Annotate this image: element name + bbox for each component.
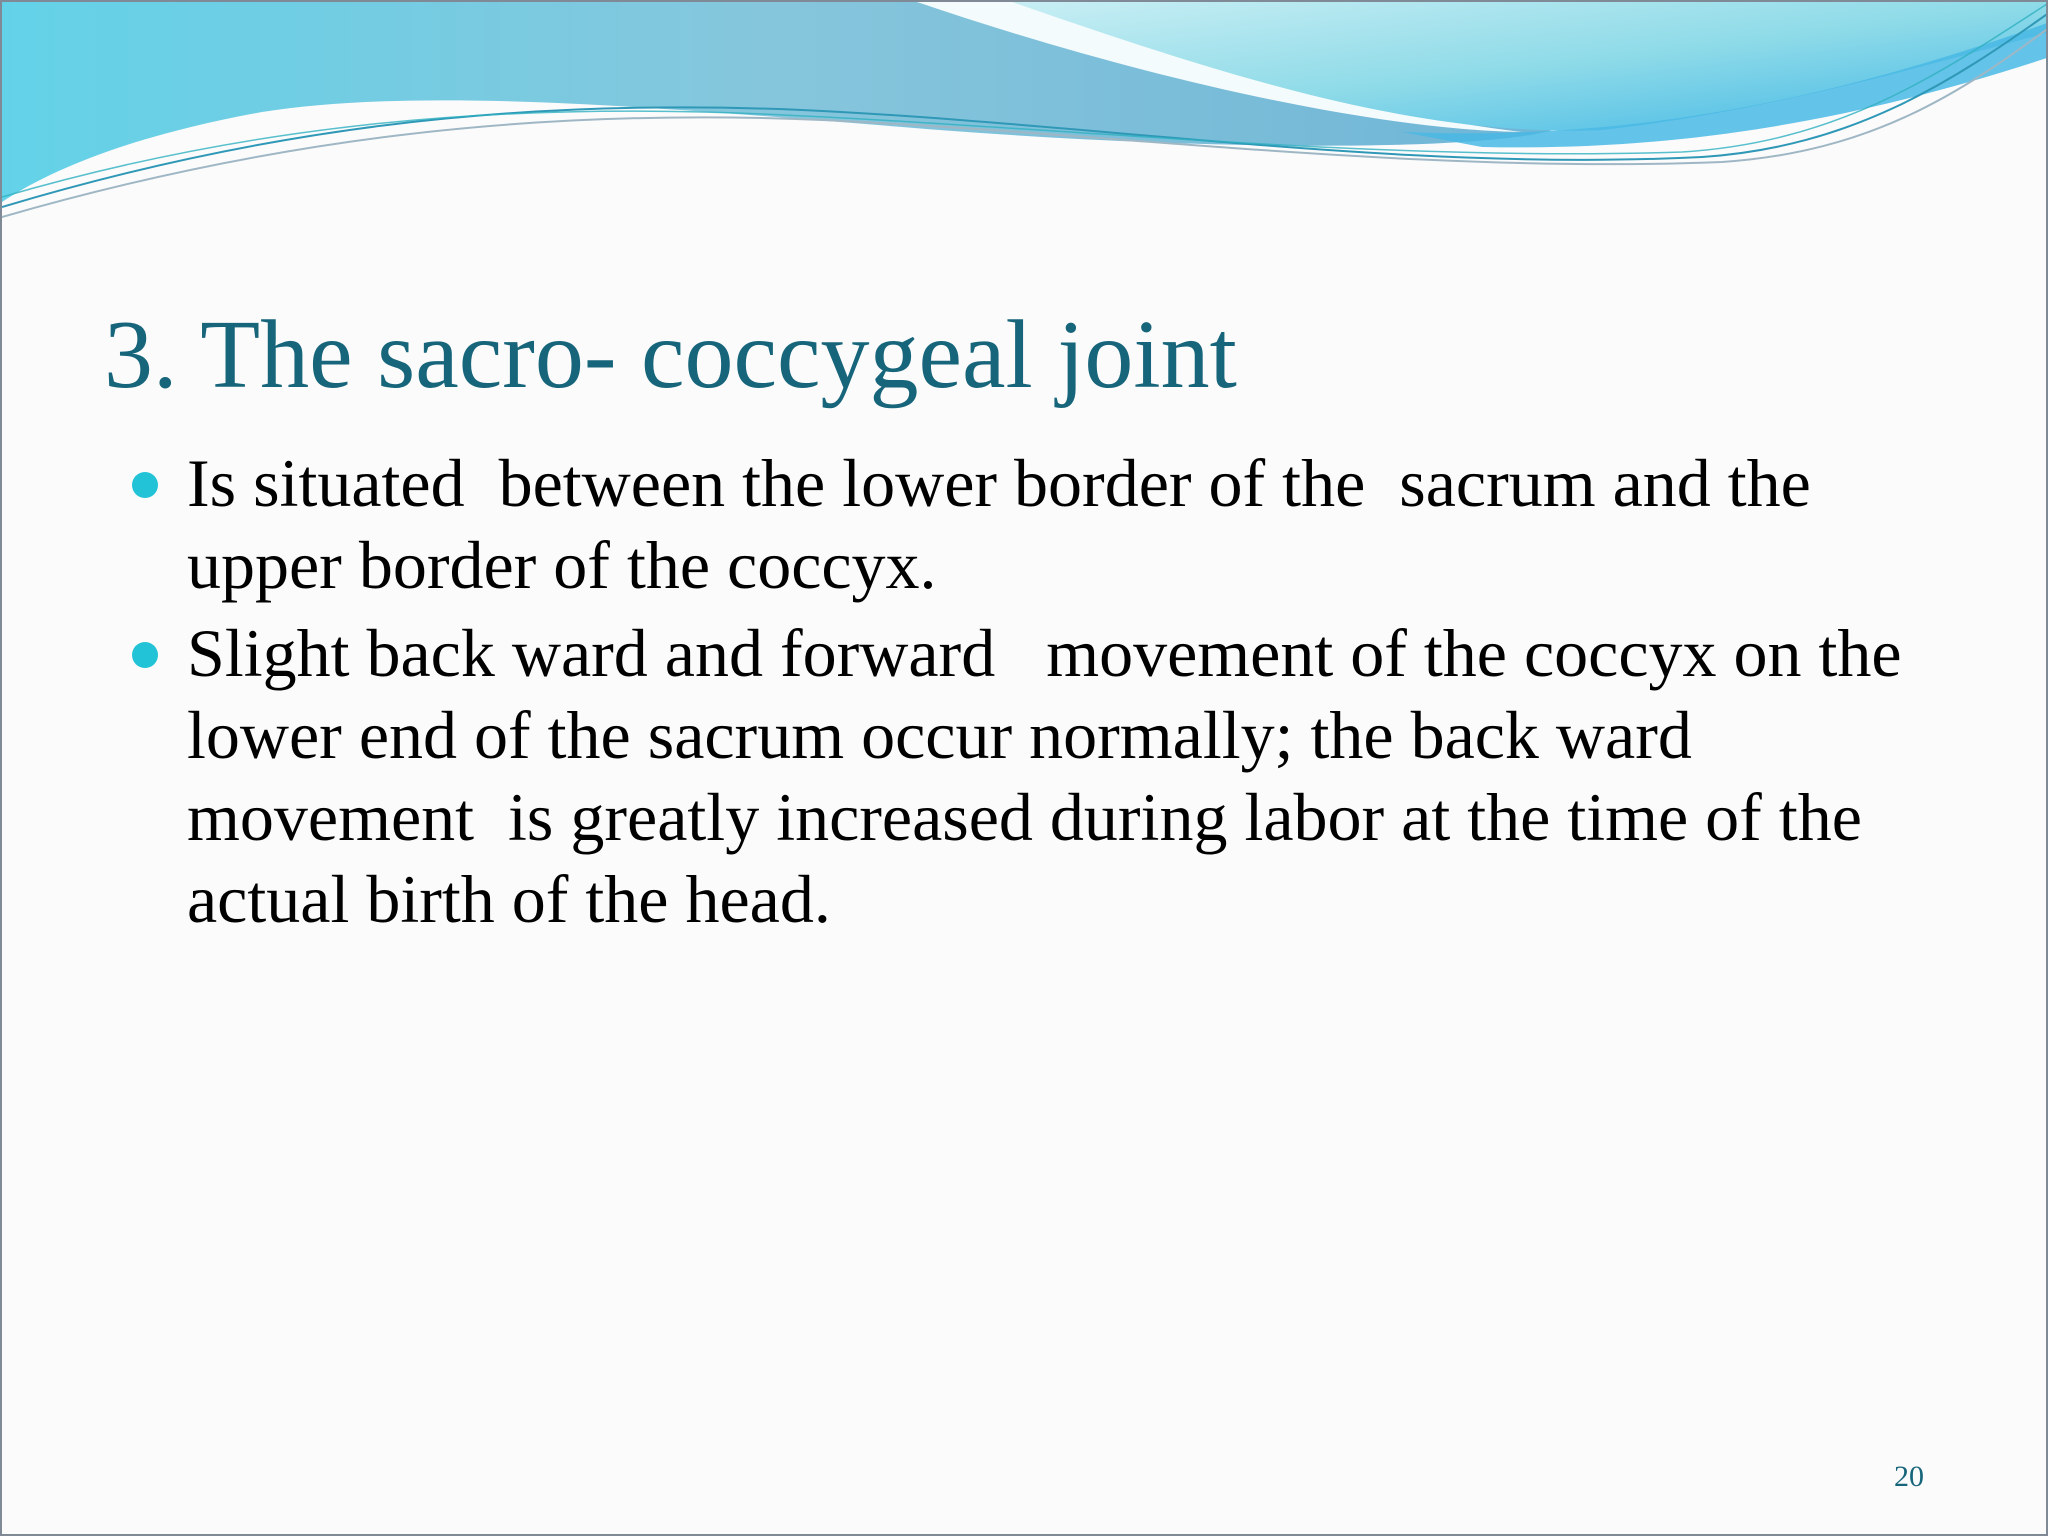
- bullet-text: Slight back ward and forward movement of the coccyx on the lower end of the sacrum occur normally; the back ward movement is greatly increased during labor at the time of the actual birth of the head.: [187, 615, 1936, 937]
- bullet-item: [124, 442, 1924, 606]
- bullet-item: [124, 612, 1936, 940]
- bullet-list: [124, 442, 1936, 946]
- header-wave-decoration: [2, 2, 2048, 242]
- slide-number: 20: [1894, 1460, 1924, 1493]
- slide-title: 3. The sacro- coccygeal joint: [104, 301, 1237, 409]
- bullet-dot-icon: [132, 642, 158, 668]
- bullet-dot-icon: [132, 472, 158, 498]
- bullet-text: Is situated between the lower border of the sacrum and the upper border of the coccyx.: [187, 445, 1845, 603]
